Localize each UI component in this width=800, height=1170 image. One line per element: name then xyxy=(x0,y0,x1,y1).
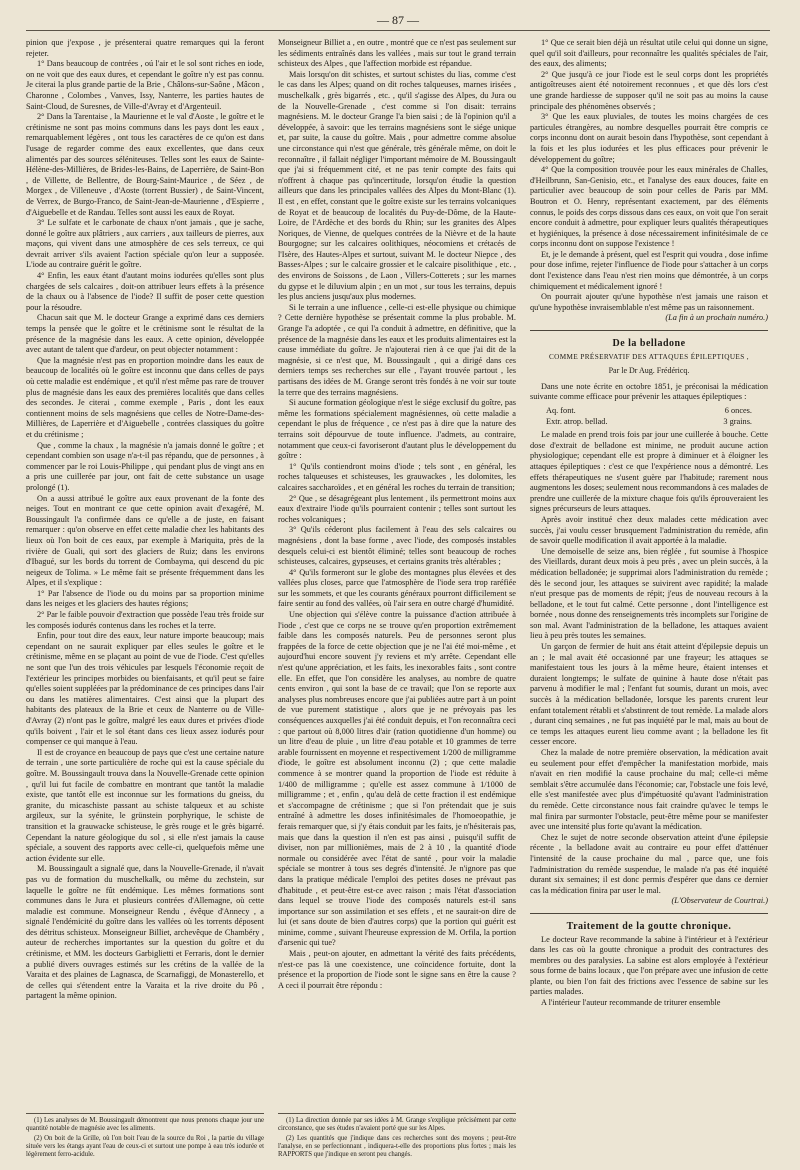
column-1-footnotes xyxy=(26,1113,264,1161)
paragraph: Une demoiselle de seize ans, bien réglée , fut soumise à l'hospice des Vieillards, durant deux mois à peu près , avec un plein succès, à la médication belladonée; je supprimai alors l'administration du remède ; dès le second jour, les attaques se suivirent avec rapidité; la malade n'eut presque pas de moments de répit; j'eus de nouveau recours à la belladone, et le tout fut calmé. Cette personne , dont l'intelligence est bornée , nous donne des renseignements très incomplets sur l'origine de son mal. Avant l'administration de la belladone, les attaques avaient lieu à peu près toutes les semaines. xyxy=(530,546,768,641)
paragraph: 4° Enfin, les eaux étant d'autant moins iodurées qu'elles sont plus chargées de sels calcaires , doit-on attribuer leurs effets à la présence de la chaux ou à l'absence de l'iode? Il suffit de poser cette question pour la résoudre. xyxy=(26,271,264,312)
recipe-item: Aq. font. xyxy=(546,406,576,415)
paragraph: Il est de croyance en beaucoup de pays que c'est une certaine nature de terrain , une sorte particulière de roche qui est la cause spéciale du goître. M. Boussingault trouva dans la Nouvelle-Grenade cette opinion , qu'il lui fut facile de combattre en montrant que tantôt la maladie existe, que tantôt elle est inconnue sur les formations du gneiss, du granite, du micaschiste passant au schiste talqueux et au schiste argileux, sur la syénite, le grünstein porphyrique, le schiste de transition et la grauwacke schisteuse, le grès rouge et le grès bigarré. Cependant la nature géologique du sol , si elle n'est jamais la cause spéciale, a souvent des rapports avec celle-ci, quelquefois même une action évidente sur elle. xyxy=(26,747,264,863)
paragraph: M. Boussingault a signalé que, dans la Nouvelle-Grenade, il n'avait pas vu de formation du muschelkalk, ou même du zechstein, sur laquelle le goître ne fût endémique. Les mêmes formations sont communes dans le Jura et plusieurs contrées d'Allemagne, où cette maladie est commune. Monseigneur Rendu , évêque d'Annecy , a signalé l'endémicité du goître dans les vallées où les torrents déposent des détritus schisteux. Monseigneur Billiet, archevêque de Chambéry , auteur de recherches importantes sur la question du goître et du crétinisme, et MM. les docteurs Garbiglietti et Ferraris, dont le dernier a publié divers ouvrages estimés sur les crétins de la vallée de la Varaita et des plaines de Lagnasca, de Scarnafiggi, de Monasterello, et de celles qui s'étendent entre la Varaita et la rive droite du Pô , partagent la même opinion. xyxy=(26,864,264,1001)
paragraph: 3° Qu'ils céderont plus facilement à l'eau des sels calcaires ou magnésiens , dont la base forme , avec l'iode, des composés instables desquels celui-ci est bientôt éliminé; telles sont beaucoup de roches schisteuses, calcaires, gypseuses, et certains granits très altérables ; xyxy=(278,525,516,567)
paragraph: Que , comme la chaux , la magnésie n'a jamais donné le goître ; et cependant combien son usage n'a-t-il pas répandu, que de personnes , à commencer par le roi Louis-Philippe , qui pendant plus de vingt ans en a pris une cuillerée par jour, ont fait de cette substance un usage prolongé (1). xyxy=(26,440,264,492)
page-number: — 87 — xyxy=(377,13,419,27)
paragraph: Que la magnésie n'est pas en proportion moindre dans les eaux de beaucoup de localités où le goître est inconnu que dans celles de pays où cette maladie est endémique , et qu'il n'est même pas rare de trouver plus de magnésie dans les eaux des premières localités que dans celles des secondes. Je citerai , comme exemple , Paris , dont les eaux contiennent moins de sels magnésiens que celles de Notre-Dame-des-Millières, de Laperrière et d'Aiguebelle , contrées classiques du goître et du crétinisme ; xyxy=(26,355,264,439)
columns xyxy=(26,38,770,1163)
column-2 xyxy=(278,38,516,1163)
paragraph: Chez la malade de notre première observation, la médication avait eu seulement pour effet d'empêcher la manifestation morbide, mais n'avait en rien modifié la cause prochaine du mal; celle-ci même semblait s'être accumulée dans l'économie; car, l'obstacle une fois levé, elle s'est manifestée avec plus d'impétuosité qu'avant l'administration du remède. Cette circonstance nous fait craindre qu'avec le temps le mal finira par surmonter l'obstacle, peut-être même pour se manifester avec une intensité plus forte qu'avant la médication. xyxy=(530,748,768,832)
paragraph: Mais lorsqu'on dit schistes, et surtout schistes du lias, comme c'est le cas dans les Alpes; quand on dit roches talqueuses, marnes irisées , muschelkalk , grès bigarrés , etc. , qu'il s'agisse des Alpes, du Jura ou de la Nouvelle-Grenade , c'est comme si l'on disait: terrains magnésiens. M. le docteur Grange l'a bien saisi ; de là l'opinion qu'il a développée, à savoir: que les terrains magnésiens sont le siége unique et, par suite, la cause du goître. Mais , pour admettre comme absolue une circonstance qui n'est que générale, très générale même, on doit le reconnaître , il fallait négliger l'important mémoire de M. Boussingault que j'ai si fréquemment cité, et ne pas tenir compte des faits qui n'offrent à chaque pas qu'incertitude, lorsqu'on étudie la question ailleurs que dans les principales vallées des Alpes du Mont-Blanc (1). Il est , en effet, constant que le goître existe sur les terrains volcaniques de Royat et de beaucoup de localités du Puy-de-Dôme, de la Haute-Loire, de l'Ardèche et des bords du Rhin; sur les granites des Alpes Noriques, de Vienne, de quelques contrées de la Nièvre et de la haute Bourgogne; sur les calcaires oolithiques, néocomiens et crétacés de l'Isère, des Hautes-Alpes et surtout, suivant M. le docteur Niepce , des Basses-Alpes ; sur le calcaire grossier et le calcaire pisolithique , etc. , des environs de Soissons , de Laon , Villers-Cotterets ; sur les marnes du gypse et le diluvium alpin ; en un mot , sur tous les terrains, depuis les plus anciens jusqu'aux plus modernes. xyxy=(278,69,516,302)
column-2-body xyxy=(278,38,516,991)
paragraph: Monseigneur Billiet a , en outre , montré que ce n'est pas seulement sur les sédiments entraînés dans les vallées , mais sur tout le grand terrain schisteux des Alpes , que l'affection morbide est répandue. xyxy=(278,38,516,69)
paragraph: On pourrait ajouter qu'une hypothèse n'est jamais une raison et qu'une hypothèse invraisemblable n'est même pas un raisonnement. xyxy=(530,292,768,312)
paragraph: Après avoir institué chez deux malades cette médication avec succès, j'ai voulu cesser brusquement l'administration du remède, afin de savoir quelle modification il avait apportée à la maladie. xyxy=(530,514,768,546)
paragraph: 3° Que les eaux pluviales, de toutes les moins chargées de ces particules étrangères, au nombre desquelles pourrait être compris ce corps inconnu dont on aurait besoin dans l'hypothèse, sont cependant à la fois et les plus iodurées et les plus efficaces pour prévenir le développement du goître; xyxy=(530,112,768,164)
footnote: (1) La direction donnée par ses idées à M. Grange s'explique précisément par cette circonstance, que ses études n'avaient porté que sur les Alpes. xyxy=(278,1117,516,1132)
section-divider-2 xyxy=(530,913,768,914)
footnote: (1) Les analyses de M. Boussingault démontrent que nous prenons chaque jour une quantité notable de magnésie avec les aliments. xyxy=(26,1117,264,1132)
footnote: (2) Les quantités que j'indique dans ces recherches sont des moyens ; peut-être l'analyse, en se perfectionnant , indiquera-t-elle des proportions plus fortes ; mais les RAPPORTS que j'indique en seront peu changés. xyxy=(278,1135,516,1158)
paragraph: pinion que j'expose , je présenterai quatre remarques qui la feront rejeter. xyxy=(26,38,264,58)
paragraph: 1° Par l'absence de l'iode ou du moins par sa proportion minime dans les neiges et les glaciers des hautes régions; xyxy=(26,588,264,609)
paragraph: 1° Qu'ils contiendront moins d'iode ; tels sont , en général, les roches talqueuses et schisteuses, les grauwackes , les dolomites, les calcaires saccharoïdes , et en général les roches du terrain de transition; xyxy=(278,461,516,492)
article-body-goutte xyxy=(530,935,768,1009)
paragraph: Un garçon de fermier de huit ans était atteint d'épilepsie depuis un an ; le mal avait été occasionné par une frayeur; les attaques se manifestaient tous les jours à la même heure, étaient intenses et duraient longtemps; le sulfate de quinine à haute dose n'était pas parvenu à modifier le mal ; l'enfant fut soumis, durant un mois, avec succès à la médication belladonée, lorsque les parents crurent leur enfant totalement rétabli et s'abstinrent de tout remède. La malade alors , durant cinq semaines , ne fut pas inquiété par le mal, mais au bout de ce temps les attaques eurent lieu comme avant ; la belladone les fit cesser encore. xyxy=(530,642,768,747)
article-author: Par le Dr Aug. Frédéricq. xyxy=(608,366,690,376)
paragraph: 4° Qu'ils formeront sur le globe des montagnes plus élevées et des vallées plus closes, parce que l'atmosphère de l'iode sera trop raréfiée sur les sommets, et que les courants généraux pourront difficilement se faire sentir au fond des vallées, où l'air sera en outre chargé d'humidité. xyxy=(278,567,516,609)
footnote: (2) On boit de la Grille, où l'on boit l'eau de la source du Roi , la partie du village située vers les étangs ayant l'eau de ceux-ci et surtout une pompe à eau très iodurée et légèrement ferro-acidule. xyxy=(26,1135,264,1158)
paragraph: A l'intérieur l'auteur recommande de triturer ensemble xyxy=(541,998,721,1008)
paragraph: Chez le sujet de notre seconde observation atteint d'une épilepsie récente , la belladone avait au contraire eu pour effet d'atténuer l'intensité de la cause prochaine du mal , parce que, une fois l'administration du remède suspendue, le malade n'a pas été inquiété durant six semaines; il est donc permis d'espérer que dans ce dernier cas la médication finira par user le mal. xyxy=(530,832,768,895)
continuation-note: (La fin à un prochain numéro.) xyxy=(665,313,768,323)
recipe xyxy=(530,403,768,430)
paragraph: On a aussi attribué le goître aux eaux provenant de la fonte des neiges. Tout en montrant ce que cette opinion avait d'exagéré, M. Boussingault l'a confirmée dans ce qu'elle a de juste, en faisant remarquer : qu'on observe en effet cette maladie chez les habitants des lieux où l'on boit de ces eaux, par exemple à Mariquita, près de la rivière de Guali, qui sort des glaciers de Ruiz; dans les environs d'Ibagué, sur les bords du torrent de Combayma, qui descend du pic neigeux de Tolima. » Le même fait se présente fréquemment dans les Alpes, et il s'explique : xyxy=(26,493,264,588)
paragraph: Enfin, pour tout dire des eaux, leur nature importe beaucoup; mais cependant on ne saurait expliquer par elles seules le goître et le crétinisme, même en se plaçant au point de vue de l'iode. C'est qu'elles ne sont que l'un des trois véhicules par lesquels l'économie reçoit de l'extérieur les principes morbides ou bienfaisants, et qu'il peut se faire qu'elles soient suppléées par la prédominance de ces principes dans l'air ou dans les matières alimentaires. C'est ainsi que la plupart des habitants des plateaux de la Brie et ceux de Nanterre ou de Ville-d'Avray (2) n'ont pas le goître, malgré les eaux dures et privées d'iode qu'ils boivent , l'air et le sol étant dans ces lieux assez iodurés pour compenser ce qui manque à l'eau. xyxy=(26,631,264,747)
paragraph: Chacun sait que M. le docteur Grange a exprimé dans ces derniers temps la pensée que le goître et le crétinisme sont le résultat de la présence de la magnésie dans les eaux. A cette opinion, développée avec autant de talent que d'ardeur, on peut objecter notamment : xyxy=(26,313,264,355)
recipe-quantity: 6 onces. xyxy=(724,406,752,415)
paragraph: 2° Que , se désagrégeant plus lentement , ils permettront moins aux eaux d'extraire l'iode qu'ils pourraient contenir ; telles sont surtout les roches volcaniques ; xyxy=(278,493,516,524)
paragraph: 4° Que la composition trouvée pour les eaux minérales de Challes, d'Heilbrunn, San-Genisio, etc., et l'analyse des eaux douces, faite en particulier avec beaucoup de soin pour celles de Paris par MM. Boutron et O. Henry, représentant exactement, par des éléments connus, le poids des corps dissous dans ces eaux, on voit que l'on serait encore conduit à admettre, pour expliquer leurs qualités thérapeutiques et hygiéniques, la présence à dose nécessairement infinitésimale de ce corps inconnu dont on suppose l'existence ! xyxy=(530,165,768,249)
column-3-intro xyxy=(530,38,768,313)
article-source: (L'Observateur de Courtrai.) xyxy=(671,896,768,906)
paragraph: 2° Par le faible pouvoir d'extraction que possède l'eau très froide sur les composés iodurés contenus dans les roches et la terre. xyxy=(26,610,264,630)
paragraph: 1° Que ce serait bien déjà un résultat utile celui qui donne un signe, quel qu'il soit d'ailleurs, pour reconnaître les qualités spéciales de l'air, des eaux, des aliments; xyxy=(530,38,768,69)
paragraph: Et, je le demande à présent, quel est l'esprit qui voudra , dose infime pour dose infime, rejeter l'influence de l'iode pour s'attacher à un corps dont l'existence dans l'eau n'est rien moins que démontrée, à un corps chimiquement et médicalement ignoré ! xyxy=(530,249,768,291)
article-title-goutte: Traitement de la goutte chronique. xyxy=(566,920,732,932)
paragraph: Une objection qui s'élève contre la puissance d'action attribuée à l'iode , c'est que ce corps ne se trouve qu'en proportion extrêmement faible dans les composés naturels. Peu de personnes seront plus frappées de la force de cette objection que je ne l'ai été moi-même , et aujourd'hui encore souvent j'y reviens et m'y arrête. Cependant elle n'est qu'une appréciation, et les faits, les inexorables faits , sont contre elle. En effet, que l'on considère les analyses, au nombre de quatre cents environ , qui sont la base de ce travail; que l'on se reporte aux analyses plus nombreuses encore que j'ai publiées autre part à un point de vue purement statistique , alors que je ne prévoyais pas les conséquences auxquelles j'ai été conduit depuis, et l'on reconnaîtra ceci : que partout où 8,000 litres d'air (ration quotidienne d'un homme) ou un litre d'eau de pluie , un litre d'eau potable et 10 grammes de terre arable fournissent en moyenne et respectivement 1/200 de milligramme d'iode, le goître est absolument inconnu (2) ; que cette maladie commence à se montrer quand la proportion de l'iode est réduite à 1/400 de milligramme ; qu'elle est assez commune à 1/1000 de milligramme ; et , enfin , qu'au delà de cette fraction il est endémique et s'accompagne de crétinisme ; que si l'on prétendait que je suis entraîné à admettre les doses infinitésimales de l'homoeopathie, je ferais remarquer que, si j'y étais conduit par les faits, je n'hésiterais pas, mais que dans la question il n'en est pas ainsi , puisqu'il suffit de diviser, non par millionièmes, mais de 2 à 10 , la quantité d'iode normale ou considérée avec l'état de santé , pour voir la maladie spéciale se montrer à tous ses degrés d'intensité. Je n'ignore pas que dans la pratique médicale l'emploi des petites doses ne prévaut pas d'habitude , et peut-être est-ce avec raison ; mais l'état d'association dans lequel se trouve l'iode des composés naturels est-il sans importance sur son assimilation et ses effets , et ne saurait-on dire de lui (et sans doute de bien d'autres corps) que la portion qui guérit est minime, comme , suivant l'heureuse expression de M. Orfila, la portion d'arsenic qui tue? xyxy=(278,610,516,948)
recipe-quantity: 3 grains. xyxy=(723,416,752,426)
page-header xyxy=(26,10,770,31)
paragraph: 2° Que jusqu'à ce jour l'iode est le seul corps dont les propriétés antigoîtreuses aient été notoirement reconnues , et que dès lors c'est une grande hardiesse de supposer qu'il ne soit pas au moins la cause principale des phénomènes observés ; xyxy=(530,69,768,111)
paragraph: Le docteur Rave recommande la sabine à l'intérieur et à l'extérieur dans les cas où la goutte chronique a produit des contractures des membres ou des paralysies. La sabine est alors employée à l'extérieur sous forme de bains locaux , que l'on prépare avec une infusion de cette plante, ou bien l'on fait des frictions avec l'essence de sabine sur les parties malades. xyxy=(530,934,768,997)
column-2-footnotes xyxy=(278,1113,516,1161)
paragraph: Si aucune formation géologique n'est le siége exclusif du goître, pas même les formations spécialement magnésiennes, où cette maladie a cependant le plus de fréquence , ce n'est pas à dire que la nature des terrains soit dépourvue de toute influence. J'admets, au contraire, notamment que ceux-ci favoriseront d'autant plus le développement du goître : xyxy=(278,398,516,461)
column-3 xyxy=(530,38,768,1163)
paragraph: 3° Le sulfate et le carbonate de chaux n'ont jamais , que je sache, donné le goître aux plâtriers , aux carriers , aux tailleurs de pierres, aux maçons, qui vivent dans une atmosphère de ces sels terreux, ce qui devrait arriver s'ils avaient l'action spéciale qu'on leur a supposée. L'iode au contraire guérit le goître. xyxy=(26,218,264,270)
paragraph: Si le terrain a une influence , celle-ci est-elle physique ou chimique ? Cette dernière hypothèse se présentait comme la plus probable. M. Grange l'a adoptée , ce qui l'a conduit à admettre, en définitive, que la présence de la magnésie dans les eaux et les produits alimentaires est la cause immédiate du goître. Je n'ajouterai rien à ce que j'ai dit de la magnésie, si ce n'est que, M. Boussingault , qui a dirigé dans ces derniers temps ses recherches sur elle , l'ayant trouvée partout , les partisans des idées de M. Grange seront très fondés à ne voir sur toute la terre que des terrains magnésiens. xyxy=(278,302,516,397)
article-intro: Dans une note écrite en octobre 1851, je préconisai la médication suivante comme efficace pour prévenir les attaques épileptiques : xyxy=(530,381,768,402)
column-1 xyxy=(26,38,264,1163)
section-divider xyxy=(530,330,768,331)
article-title-belladone: De la belladone xyxy=(612,338,686,350)
article-subtitle-belladone: COMME PRÉSERVATIF DES ATTAQUES ÉPILEPTIQUES , xyxy=(548,352,749,361)
recipe-item: Extr. atrop. bellad. xyxy=(546,416,608,426)
paragraph: Mais , peut-on ajouter, en admettant la vérité des faits précédents, n'est-ce pas là une coexistence, une coïncidence fortuite, dont la présence et la proportion de l'iode sont le signe sans en être la cause ? A ceci il pourrait être répondu : xyxy=(278,949,516,990)
column-1-body xyxy=(26,38,264,1002)
paragraph: 2° Dans la Tarentaise , la Maurienne et le val d'Aoste , le goître et le crétinisme ne sont pas moins communs dans les pays dont les eaux , remarquablement légères , ont tous les caractères de ce qu'on est dans l'usage de regarder comme des eaux excellentes, que dans ceux alimentés par des sources séléniteuses. Telles sont les eaux de Sainte-Hélène-des-Millières, de Brides-les-Bains, de Laperrière, de Saint-Bon , de Villette, de Bellentre, de Bourg-Saint-Maurice , de Séez , de Morgex , de Villeneuve , d'Aoste (torrent Bussier) , de Saint-Vincent, de Verrex, de Burgo-Franco, de Saint-Jean-de-Maurienne , d'Espierre , d'Aiguebelle et de Randau. Telles sont aussi les eaux de Royat. xyxy=(26,112,264,217)
paragraph: Le malade en prend trois fois par jour une cuillerée à bouche. Cette dose d'extrait de belladone est minime, ne produit aucune action physiologique; cependant elle est propre à diminuer et à éloigner les attaques épileptiques : c'est ce que l'expérience nous a démontré. Les effets thérapeutiques ne s'usent guère par l'habitude; rarement nous augmentons les doses; seulement nous recommandons à ces malades de prendre une cuillerée de la mixture chaque fois qu'ils éprouveraient les signes précurseurs de leurs attaques. xyxy=(530,430,768,514)
article-body-belladone xyxy=(530,430,768,896)
paragraph: 1° Dans beaucoup de contrées , oú l'air et le sol sont riches en iode, on ne voit que des eaux dures, et cependant le goître n'y est pas connu. Je citerai la plus grande partie de la Brie , Châlons-sur-Saône , Mâcon , Charonne , Colombes , Vanves, Issy, Nanterre, les parties hautes de Saint-Cloud, de Suresnes, de Ville-d'Avray et d'Argenteuil. xyxy=(26,59,264,111)
